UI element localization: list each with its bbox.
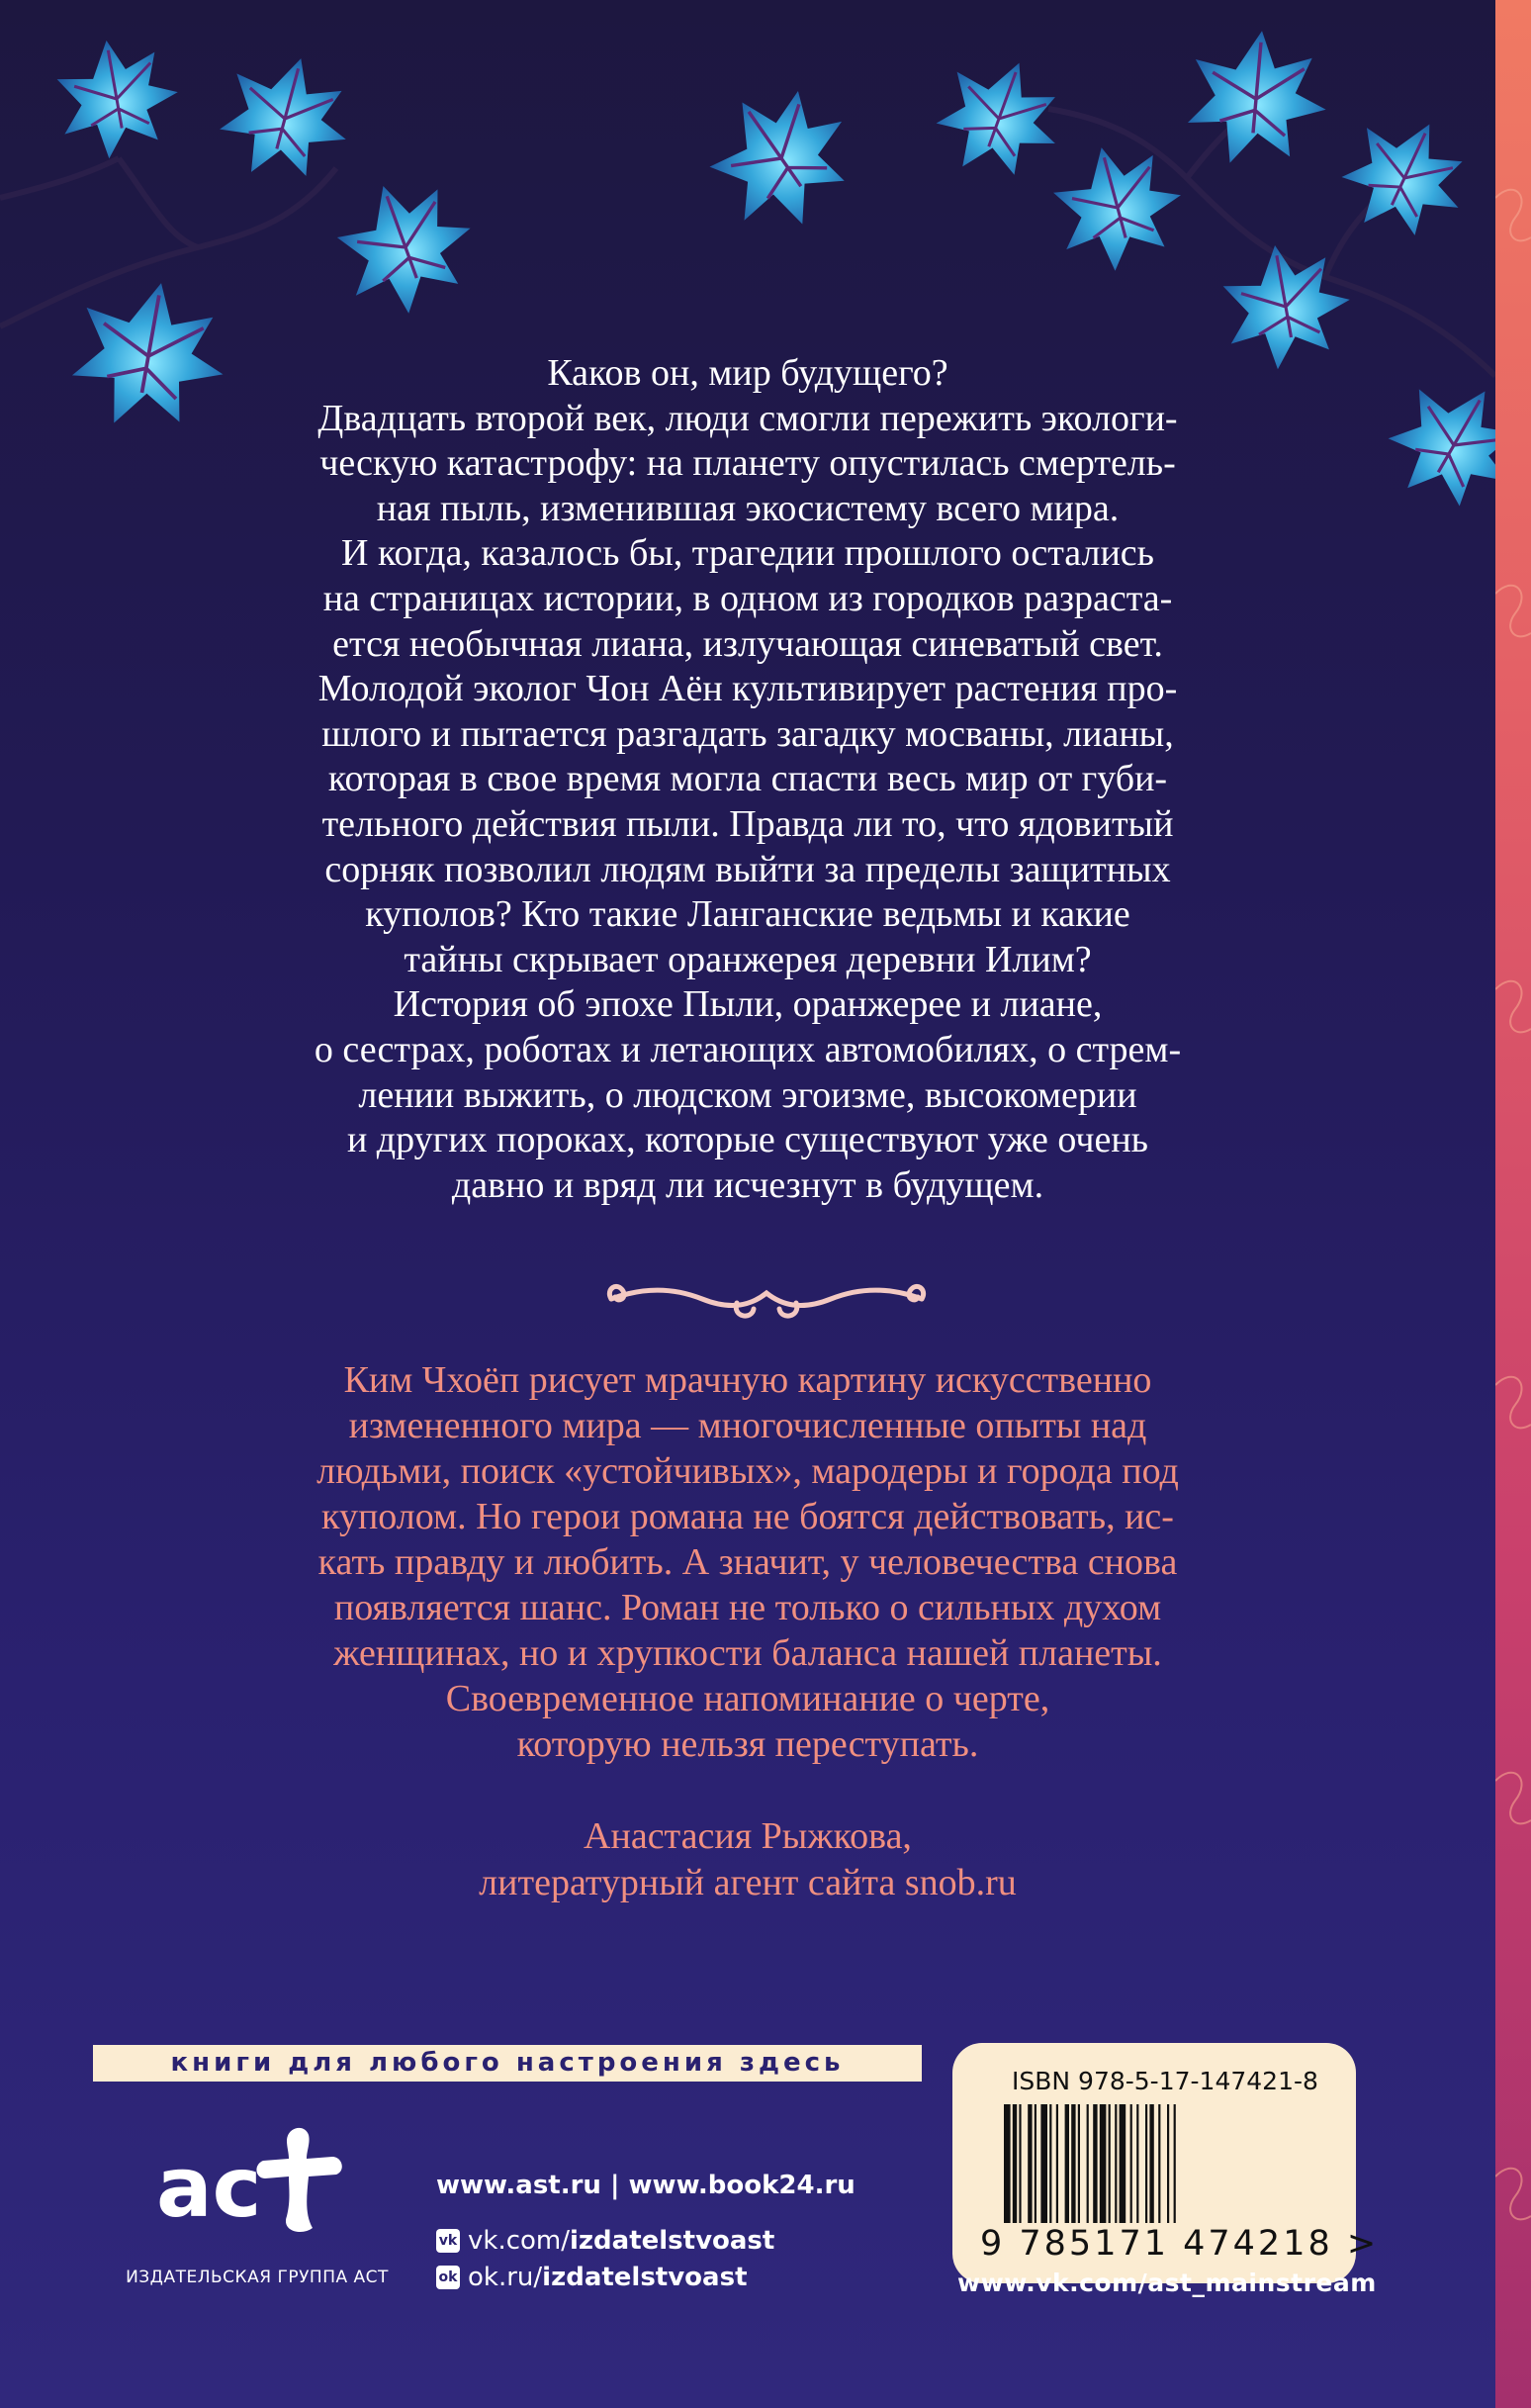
review-line: появляется шанс. Роман не только о сильных духом: [333, 1587, 1162, 1628]
ok-handle: izdatelstvoast: [542, 2263, 748, 2292]
description-line: И когда, казалось бы, трагедии прошлого остались: [341, 532, 1154, 575]
review-line: Ким Чхоёп рисует мрачную картину искусственно: [343, 1359, 1152, 1401]
leaf-icon: [926, 44, 1077, 194]
book-description: [178, 351, 1317, 1208]
description-line: и других пороках, которые существуют уже очень: [346, 1119, 1149, 1161]
review-quote: [178, 1357, 1317, 1767]
ok-prefix: ok.ru/: [468, 2263, 543, 2292]
description-line: тайны скрывает оранжерея деревни Илим?: [404, 938, 1092, 980]
review-line: Своевременное напоминание о черте,: [445, 1678, 1050, 1719]
leaf-icon: [1372, 361, 1495, 514]
review-line: кать правду и любить. А значит, у человечества снова: [317, 1541, 1178, 1583]
review-line: женщинах, но и хрупкости баланса нашей планеты.: [333, 1632, 1162, 1674]
description-line: на страницах истории, в одном из городков разраста-: [322, 577, 1173, 619]
ast-logo: [138, 2105, 376, 2254]
review-line: куполом. Но герои романа не боятся действовать, ис-: [321, 1496, 1174, 1537]
description-line: ческую катастрофу: на планету опустилась смертель-: [319, 442, 1176, 485]
vk-handle: izdatelstvoast: [570, 2226, 775, 2256]
description-line: о сестрах, роботах и летающих автомобилях, о стрем-: [314, 1028, 1182, 1070]
author-name: Анастасия Рыжкова,: [584, 1815, 912, 1857]
vk-link[interactable]: [436, 2226, 774, 2256]
vk-prefix: vk.com/: [468, 2226, 570, 2256]
publisher-group-label: ИЗДАТЕЛЬСКАЯ ГРУППА АСТ: [126, 2268, 389, 2287]
description-line: Каков он, мир будущего?: [547, 352, 948, 394]
ok-icon: ok: [436, 2266, 460, 2289]
ok-link[interactable]: [436, 2263, 748, 2292]
review-line: людьми, поиск «устойчивых», мародеры и города под: [316, 1450, 1179, 1492]
ornament-icon: [603, 1269, 930, 1329]
description-line: тельного действия пыли. Правда ли то, что ядовитый: [321, 802, 1174, 845]
description-line: куполов? Кто такие Ланганские ведьмы и какие: [365, 893, 1130, 936]
review-author: [178, 1813, 1317, 1906]
website-links[interactable]: www.ast.ru | www.book24.ru: [436, 2171, 856, 2200]
description-line: Двадцать второй век, люди смогли пережить экологи-: [317, 397, 1178, 439]
vk-mainstream-link[interactable]: www.vk.com/ast_mainstream: [957, 2269, 1377, 2297]
leaf-icon: [49, 30, 187, 165]
description-line: Молодой эколог Чон Аён культивирует растения про-: [317, 668, 1178, 710]
logo-text: ac: [156, 2139, 262, 2236]
description-line: лении выжить, о людском эгоизме, высокомерии: [358, 1073, 1137, 1116]
leaf-icon: [211, 43, 363, 193]
leaf-icon: [1043, 131, 1196, 281]
description-line: ется необычная лиана, излучающая синеватый свет.: [332, 622, 1163, 665]
leaf-icon: [688, 62, 877, 250]
description-line: ная пыль, изменившая экосистему всего мира.: [376, 487, 1120, 529]
description-line: История об эпохе Пыли, оранжерее и лиане,: [393, 983, 1103, 1026]
spine-edge: [1495, 0, 1531, 2408]
description-line: давно и вряд ли исчезнут в будущем.: [451, 1163, 1044, 1206]
review-line: которую нельзя переступать.: [516, 1723, 979, 1765]
description-line: шлого и пытается разгадать загадку мосваны, лианы,: [321, 712, 1174, 755]
author-role: литературный агент сайта snob.ru: [479, 1862, 1017, 1903]
barcode-digits: 9 785171 474218 >: [980, 2224, 1380, 2264]
description-line: которая в свое время могла спасти весь мир от губи-: [327, 758, 1168, 800]
isbn-number: ISBN 978-5-17-147421-8: [1012, 2067, 1318, 2095]
vk-icon: vk: [436, 2229, 460, 2253]
leaf-icon: [323, 163, 490, 328]
barcode-icon: [1004, 2104, 1310, 2223]
description-line: сорняк позволил людям выйти за пределы защитных: [324, 848, 1171, 890]
promo-banner: книги для любого настроения здесь: [93, 2045, 922, 2082]
review-line: измененного мира — многочисленные опыты над: [348, 1405, 1147, 1446]
